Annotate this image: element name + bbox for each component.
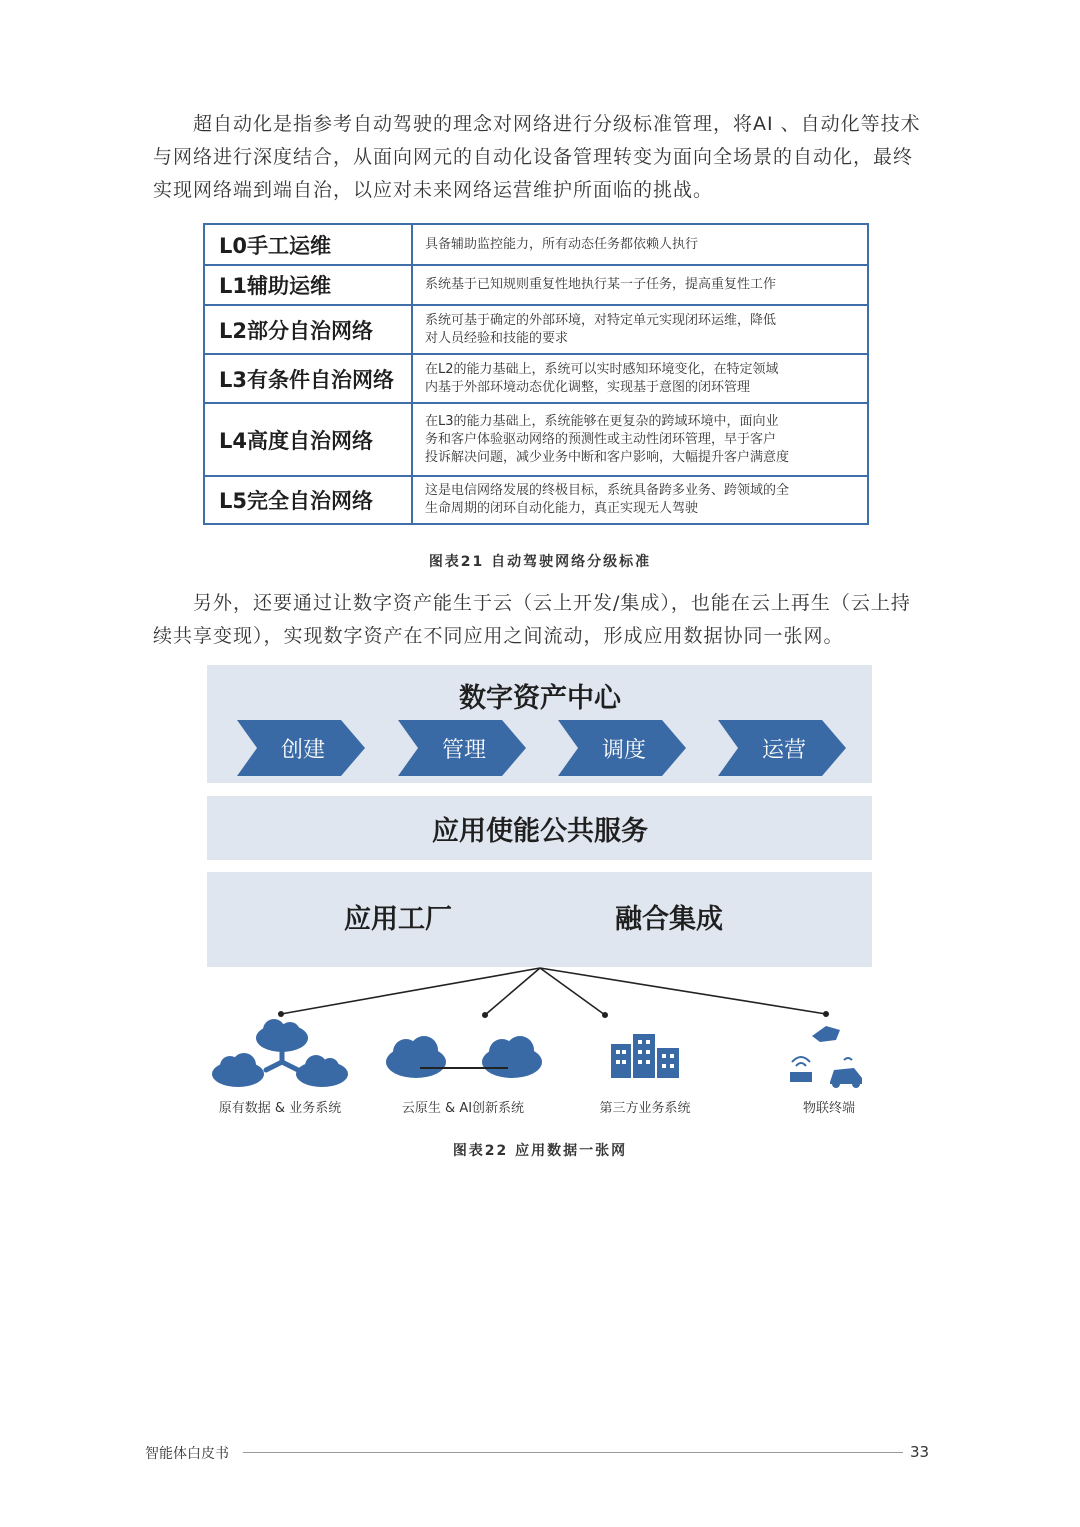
intro-line: 超自动化是指参考自动驾驶的理念对网络进行分级标准管理，将AI 、自动化等技术: [193, 113, 921, 135]
level-name: L3有条件自治网络: [205, 355, 413, 402]
level-name: L1辅助运维: [205, 266, 413, 304]
step-manage: 管理: [398, 720, 526, 776]
level-name: L4高度自治网络: [205, 404, 413, 475]
footer-title: 智能体白皮书: [145, 1446, 229, 1462]
para-line: 续共享变现），实现数字资产在不同应用之间流动，形成应用数据协同一张网。: [153, 625, 844, 647]
app-service-title: 应用使能公共服务: [432, 816, 648, 847]
integration-label: 融合集成: [615, 904, 723, 935]
para-line: 另外，还要通过让数字资产能生于云（云上开发/集成），也能在云上再生（云上持: [193, 592, 911, 614]
level-desc: 具备辅助监控能力，所有动态任务都依赖人执行: [425, 236, 699, 252]
level-desc: 系统基于已知规则重复性地执行某一子任务，提高重复性工作: [425, 277, 777, 292]
level-name: L5完全自治网络: [205, 477, 413, 523]
node-label-third-party: 第三方业务系统: [599, 1101, 691, 1116]
step-create: 创建: [237, 720, 365, 776]
level-name: L2部分自治网络: [205, 306, 413, 353]
cloud-network-icon: [208, 1018, 354, 1090]
figure-caption: 图表22 应用数据一张网: [452, 1143, 628, 1159]
level-desc: 在L2的能力基础上，系统可以实时感知环境变化，在特定领域 内基于外部环境动态优化调整，实现基于意图的闭环管理: [425, 361, 779, 395]
node-label-legacy: 原有数据 & 业务系统: [218, 1101, 342, 1116]
app-factory-label: 应用工厂: [344, 904, 452, 935]
level-desc: 这是电信网络发展的终极目标，系统具备跨多业务、跨领域的全 生命周期的闭环自动化能力，真正实现无人驾驶: [425, 483, 790, 516]
node-label-iot: 物联终端: [802, 1101, 855, 1116]
page-number: 33: [910, 1443, 930, 1461]
linked-clouds-icon: [384, 1032, 544, 1080]
figure-caption: 图表21 自动驾驶网络分级标准: [428, 554, 652, 570]
iot-devices-icon: [784, 1022, 868, 1088]
node-label-cloud-ai: 云原生 & AI创新系统: [401, 1101, 525, 1116]
step-schedule: 调度: [558, 720, 686, 776]
level-desc: 系统可基于确定的外部环境，对特定单元实现闭环运维，降低 对人员经验和技能的要求: [425, 312, 777, 346]
building-icon: [607, 1030, 683, 1078]
step-operate: 运营: [718, 720, 846, 776]
level-name: L0手工运维: [205, 225, 413, 264]
asset-center-title: 数字资产中心: [459, 683, 621, 714]
intro-line: 与网络进行深度结合，从面向网元的自动化设备管理转变为面向全场景的自动化，最终: [153, 146, 914, 168]
level-desc: 在L3的能力基础上，系统能够在更复杂的跨域环境中，面向业 务和客户体验驱动网络的预测性或主动性闭环管理，早于客户 投诉解决问题，减少业务中断和客户影响，大幅提升客户满意度: [425, 413, 790, 465]
footer-divider: [243, 1452, 903, 1453]
intro-line: 实现网络端到端自治，以应对未来网络运营维护所面临的挑战。: [153, 179, 714, 201]
